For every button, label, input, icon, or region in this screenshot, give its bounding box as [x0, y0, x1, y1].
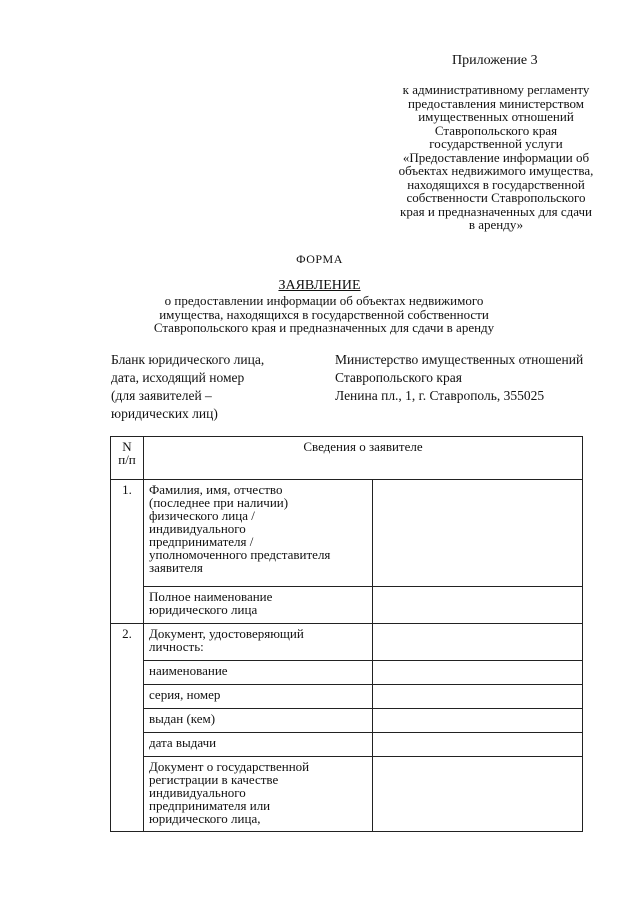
label-line: юридического лица	[149, 602, 258, 617]
label-line: Полное наименование	[149, 589, 273, 604]
field-value-doc-name[interactable]	[373, 661, 583, 685]
table-row	[111, 661, 583, 685]
label-line: индивидуального	[149, 785, 246, 800]
field-label-full-name	[144, 480, 373, 587]
subtitle-line: о предоставлении информации об объектах недвижимого	[164, 293, 484, 308]
letterhead-line: юридических лиц)	[111, 406, 218, 421]
label-line: Документ о государственной	[149, 759, 310, 774]
field-value-legal-name[interactable]	[373, 587, 583, 624]
table-row	[111, 587, 583, 624]
table-row	[111, 480, 583, 587]
annex-line: предоставления министерством	[407, 95, 585, 111]
table-row	[111, 685, 583, 709]
letterhead-note	[111, 351, 311, 423]
document-subtitle	[60, 294, 588, 335]
annex-line: края и предназначенных для сдачи	[400, 203, 592, 219]
label-line: индивидуального	[149, 521, 246, 536]
field-label-doc-name	[144, 661, 373, 685]
annex-line: Ставропольского края	[434, 122, 558, 138]
recipient-line: Ставропольского края	[335, 370, 462, 385]
label-line: регистрации в качестве	[149, 772, 279, 787]
letterhead-line: дата, исходящий номер	[111, 370, 245, 385]
letterhead-line: (для заявителей –	[111, 388, 212, 403]
label-line: наименование	[149, 663, 228, 678]
field-value-issued-by[interactable]	[373, 709, 583, 733]
subtitle-line: имущества, находящихся в государственной собственности	[159, 306, 489, 322]
annex-line: имущественных отношений	[418, 109, 574, 124]
table-row	[111, 757, 583, 832]
annex-line: объектах недвижимого имущества,	[398, 163, 594, 178]
annex-line: находящихся в государственной	[407, 176, 585, 192]
label-line: предпринимателя или	[149, 798, 271, 813]
field-label-registration-document	[144, 757, 373, 832]
label-line: (последнее при наличии)	[149, 495, 289, 510]
field-label-identity-document	[144, 624, 373, 661]
document-title: ЗАЯВЛЕНИЕ	[278, 278, 361, 293]
label-line: юридического лица,	[149, 811, 261, 826]
field-label-legal-name	[144, 587, 373, 624]
table-row	[111, 733, 583, 757]
field-value-full-name[interactable]	[373, 480, 583, 587]
table-row	[111, 709, 583, 733]
label-line: предпринимателя /	[149, 534, 254, 549]
field-label-issued-by	[144, 709, 373, 733]
header-title: Сведения о заявителе	[144, 437, 583, 480]
table-header-row	[111, 437, 583, 480]
annex-reference	[380, 83, 612, 232]
field-value-identity-document[interactable]	[373, 624, 583, 661]
annex-line: государственной услуги	[429, 136, 563, 151]
label-line: дата выдачи	[149, 735, 217, 750]
header-number-line: N	[122, 439, 132, 454]
recipient-address	[335, 351, 625, 405]
form-label: ФОРМА	[296, 252, 343, 266]
label-line: серия, номер	[149, 687, 221, 702]
field-label-issue-date	[144, 733, 373, 757]
header-number-line: п/п	[118, 452, 136, 467]
applicant-info-table	[110, 436, 583, 832]
letterhead-line: Бланк юридического лица,	[111, 352, 265, 367]
table-row	[111, 624, 583, 661]
annex-line: к административному регламенту	[402, 82, 590, 97]
annex-line: «Предоставление информации об	[402, 149, 590, 165]
annex-line: в аренду»	[468, 217, 524, 232]
label-line: выдан (кем)	[149, 711, 216, 726]
label-line: физического лица /	[149, 508, 255, 523]
label-line: уполномоченного представителя	[149, 547, 331, 562]
label-line: личность:	[149, 639, 204, 654]
field-value-series-number[interactable]	[373, 685, 583, 709]
field-value-registration-document[interactable]	[373, 757, 583, 832]
label-line: Документ, удостоверяющий	[149, 626, 304, 641]
label-line: заявителя	[149, 560, 203, 575]
subtitle-line: Ставропольского края и предназначенных для сдачи в аренду	[153, 320, 495, 335]
field-value-issue-date[interactable]	[373, 733, 583, 757]
annex-title: Приложение 3	[452, 53, 538, 68]
header-number	[111, 437, 144, 480]
label-line: Фамилия, имя, отчество	[149, 482, 283, 497]
row-number: 1.	[111, 480, 144, 624]
annex-line: собственности Ставропольского	[406, 190, 586, 205]
row-number: 2.	[111, 624, 144, 832]
recipient-line: Ленина пл., 1, г. Ставрополь, 355025	[335, 388, 545, 403]
field-label-series-number	[144, 685, 373, 709]
recipient-line: Министерство имущественных отношений	[335, 352, 584, 367]
